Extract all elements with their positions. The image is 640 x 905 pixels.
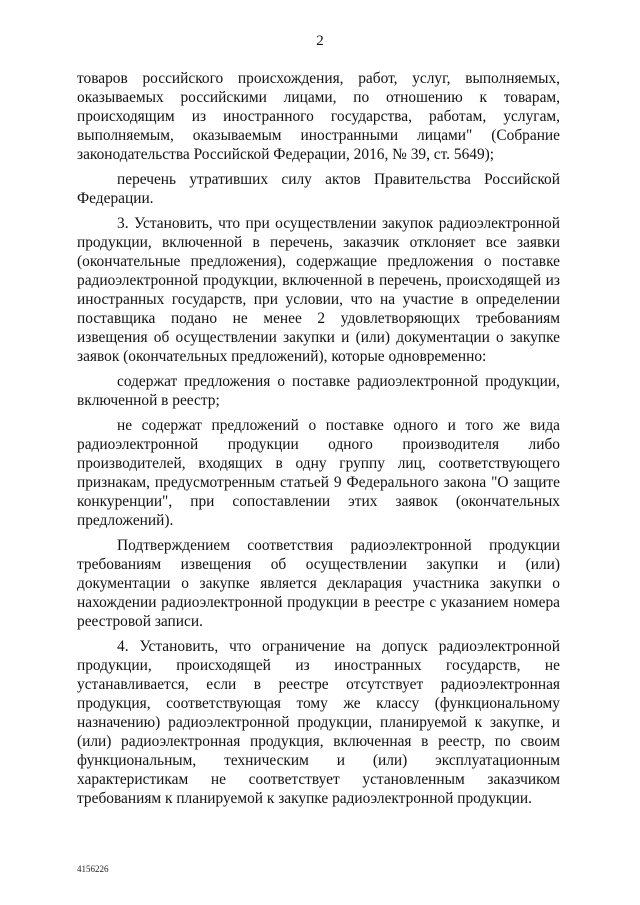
page-number: 2 [316,33,324,49]
paragraph-continuation: товаров российского происхождения, работ, услуг, выполняемых, оказываемых российскими лицами, по отношению к товарам, происходящим из иностранного государства, работам, услугам, выполняемым, оказываемым иностранными лицами" (Собрание законодательства Российской Федерации, 2016, № 39, ст. 5649); [77,70,560,163]
document-body [77,69,560,808]
paragraph-confirmation: Подтверждением соответствия радиоэлектронной продукции требованиям извещения об осуществлении закупки и (или) документации о закупке является декларация участника закупки о нахождении радиоэлектронной продукции в реестре с указанием номера реестровой записи. [77,537,560,630]
paragraph-item-3: 3. Установить, что при осуществлении закупок радиоэлектронной продукции, включенной в перечень, заказчик отклоняет все заявки (окончательные предложения), содержащие предложения о поставке радиоэлектронной продукции, включенной в перечень, происходящей из иностранных государств, при условии, что на участие в определении поставщика подано не менее 2 удовлетворяющих требованиям извещения об осуществлении закупки и (или) документации о закупке заявок (окончательных предложений), которые одновременно: [77,215,560,365]
paragraph-condition-registry: содержат предложения о поставке радиоэлектронной продукции, включенной в реестр; [77,373,560,409]
paragraph-condition-manufacturer: не содержат предложений о поставке одного и того же вида радиоэлектронной продукции одного производителя либо производителей, входящих в одну группу лиц, соответствующего признакам, предусмотренным статьей 9 Федерального закона "О защите конкуренции", при сопоставлении этих заявок (окончательных предложений). [77,417,560,529]
document-code: 4156226 [77,864,109,874]
paragraph-repealed-acts-list: перечень утративших силу актов Правительства Российской Федерации. [77,171,560,207]
paragraph-item-4: 4. Установить, что ограничение на допуск радиоэлектронной продукции, происходящей из иностранных государств, не устанавливается, если в реестре отсутствует радиоэлектронная продукция, соответствующая тому же классу (функциональному назначению) радиоэлектронной продукции, планируемой к закупке, и (или) радиоэлектронная продукция, включенная в реестр, по своим функциональным, техническим и (или) эксплуатационным характеристикам не соответствует установленным заказчиком требованиям к планируемой к закупке радиоэлектронной продукции. [77,638,560,807]
